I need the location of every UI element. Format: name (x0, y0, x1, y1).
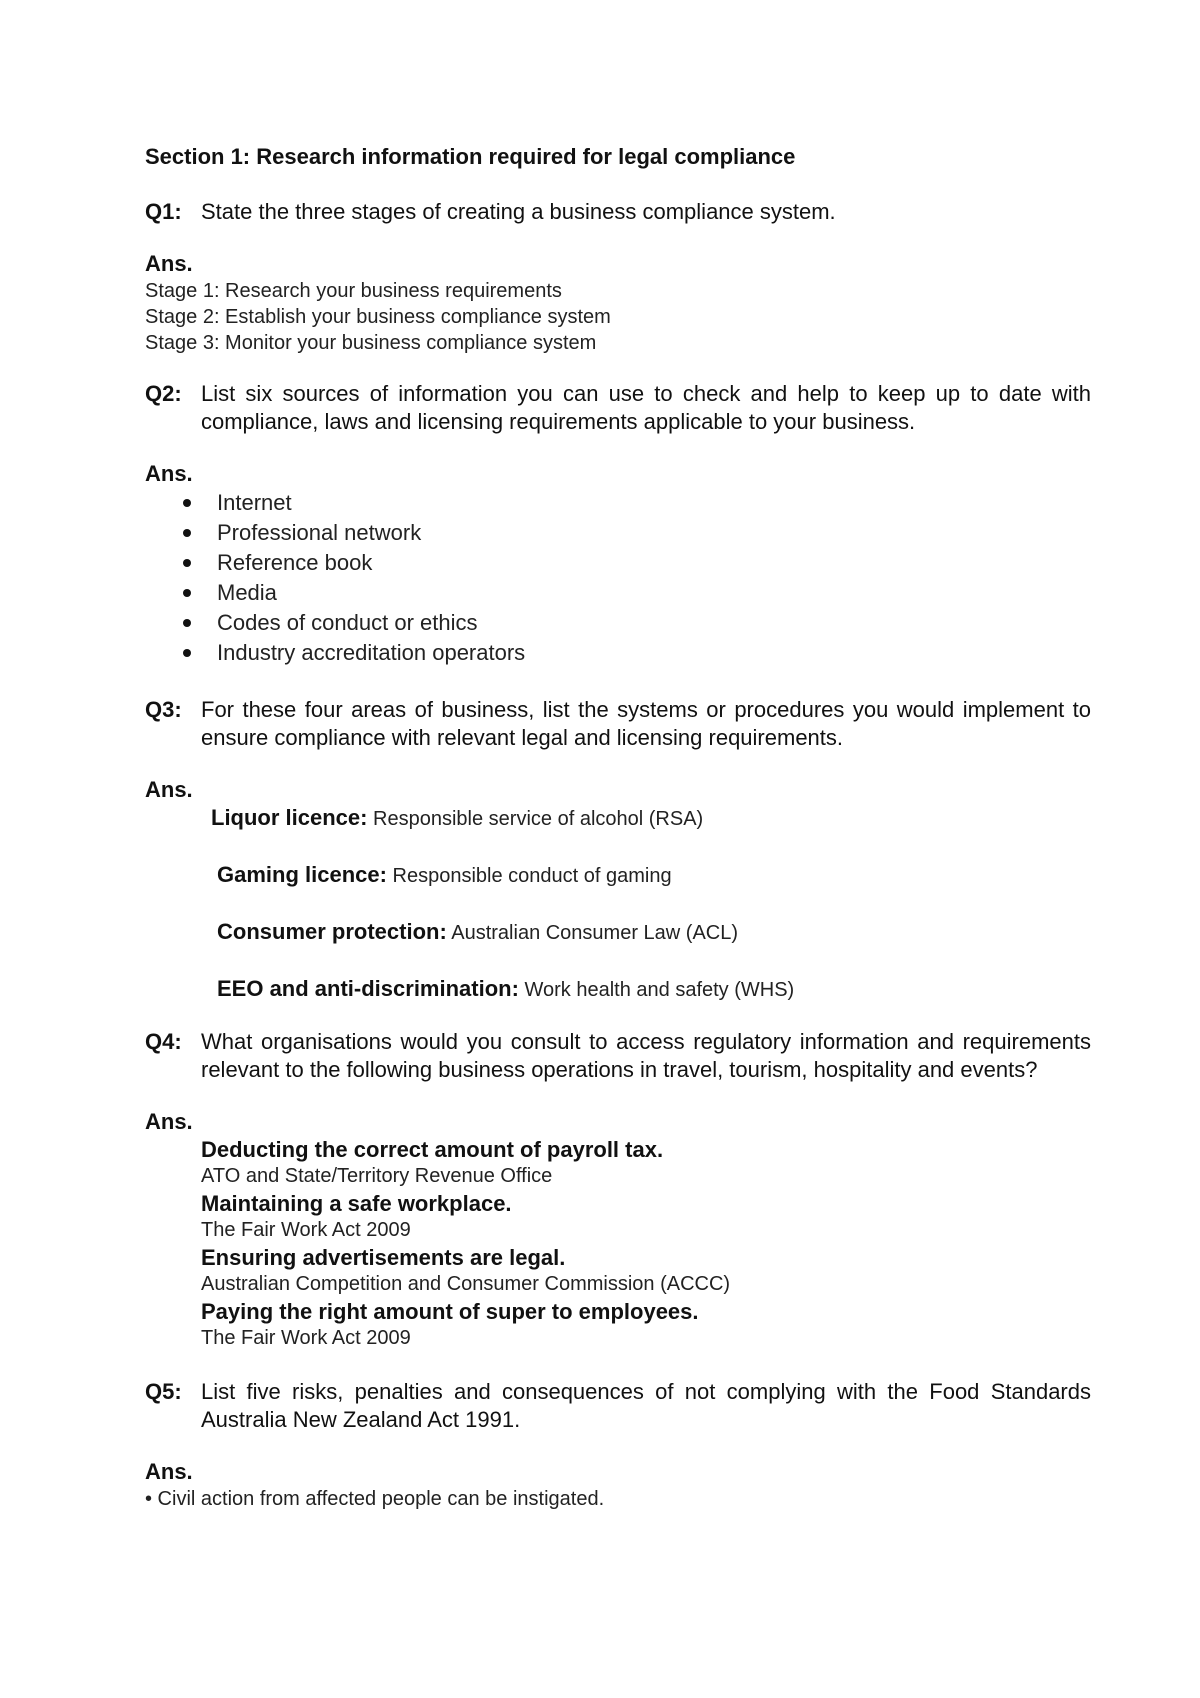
operation-answer: Australian Competition and Consumer Commission (ACCC) (201, 1273, 731, 1295)
operation-answer: The Fair Work Act 2009 (201, 1327, 411, 1349)
answer-label: Ans. (145, 1459, 193, 1484)
question-text: List five risks, penalties and consequences of not complying with the Food Standards Australia New Zealand Act 1991. (201, 1379, 1091, 1432)
area-label: Liquor licence: (211, 805, 368, 830)
question-1 (145, 198, 1091, 226)
area-value: Responsible service of alcohol (RSA) (373, 808, 704, 830)
bullet-icon (183, 559, 191, 567)
question-number: Q5: (145, 1379, 182, 1404)
document-page (145, 142, 1091, 1512)
area-label: EEO and anti-discrimination: (217, 976, 519, 1001)
bullet-icon (183, 589, 191, 597)
q5-answer (145, 1486, 1091, 1512)
bullet-icon (183, 649, 191, 657)
question-number: Q1: (145, 199, 182, 224)
area-label: Gaming licence: (217, 862, 387, 887)
area-value: Australian Consumer Law (ACL) (451, 922, 739, 944)
list-item (183, 638, 1091, 668)
section-title: Section 1: Research information required for legal compliance (145, 144, 796, 169)
bullet-icon (183, 619, 191, 627)
answer-item: • Civil action from affected people can be instigated. (145, 1488, 605, 1510)
q4-answer (145, 1136, 1091, 1352)
question-number: Q3: (145, 697, 182, 722)
answer-label: Ans. (145, 251, 193, 276)
question-number: Q2: (145, 381, 182, 406)
operation-heading: Maintaining a safe workplace. (201, 1191, 512, 1216)
answer-label: Ans. (145, 1109, 193, 1134)
list-item (183, 578, 1091, 608)
question-4 (145, 1028, 1091, 1084)
list-item (183, 488, 1091, 518)
question-text: What organisations would you consult to access regulatory information and requirements relevant to the following business operations in travel, tourism, hospitality and events? (201, 1029, 1091, 1082)
area-value: Work health and safety (WHS) (524, 979, 795, 1001)
bullet-icon (183, 529, 191, 537)
operation-answer: The Fair Work Act 2009 (201, 1219, 411, 1241)
list-item (183, 548, 1091, 578)
operation-heading: Ensuring advertisements are legal. (201, 1245, 566, 1270)
q2-answer-list (145, 488, 1091, 668)
area-item (217, 918, 1091, 947)
list-item-text: Internet (217, 490, 292, 515)
q3-answer (145, 804, 1091, 1004)
operation-answer: ATO and State/Territory Revenue Office (201, 1165, 553, 1187)
list-item-text: Industry accreditation operators (217, 640, 526, 665)
list-item-text: Reference book (217, 550, 373, 575)
q1-answer (145, 278, 1091, 356)
question-5 (145, 1378, 1091, 1434)
area-item (211, 804, 1091, 833)
stage-item: Stage 2: Establish your business compliance system (145, 306, 611, 328)
list-item-text: Media (217, 580, 277, 605)
answer-label: Ans. (145, 777, 193, 802)
question-text: List six sources of information you can use to check and help to keep up to date with compliance, laws and licensing requirements applicable to your business. (201, 381, 1091, 434)
question-2 (145, 380, 1091, 436)
operation-heading: Paying the right amount of super to employees. (201, 1299, 699, 1324)
area-label: Consumer protection: (217, 919, 447, 944)
answer-label: Ans. (145, 461, 193, 486)
list-item-text: Professional network (217, 520, 422, 545)
list-item (183, 608, 1091, 638)
stage-item: Stage 3: Monitor your business compliance system (145, 332, 597, 354)
question-text: For these four areas of business, list the systems or procedures you would implement to ensure compliance with relevant legal and licensing requirements. (201, 697, 1091, 750)
stage-item: Stage 1: Research your business requirements (145, 280, 562, 302)
area-item (217, 861, 1091, 890)
operation-heading: Deducting the correct amount of payroll tax. (201, 1137, 664, 1162)
question-number: Q4: (145, 1029, 182, 1054)
question-text: State the three stages of creating a business compliance system. (201, 199, 836, 224)
list-item (183, 518, 1091, 548)
question-3 (145, 696, 1091, 752)
list-item-text: Codes of conduct or ethics (217, 610, 478, 635)
area-item (217, 975, 1091, 1004)
bullet-icon (183, 499, 191, 507)
area-value: Responsible conduct of gaming (392, 865, 672, 887)
